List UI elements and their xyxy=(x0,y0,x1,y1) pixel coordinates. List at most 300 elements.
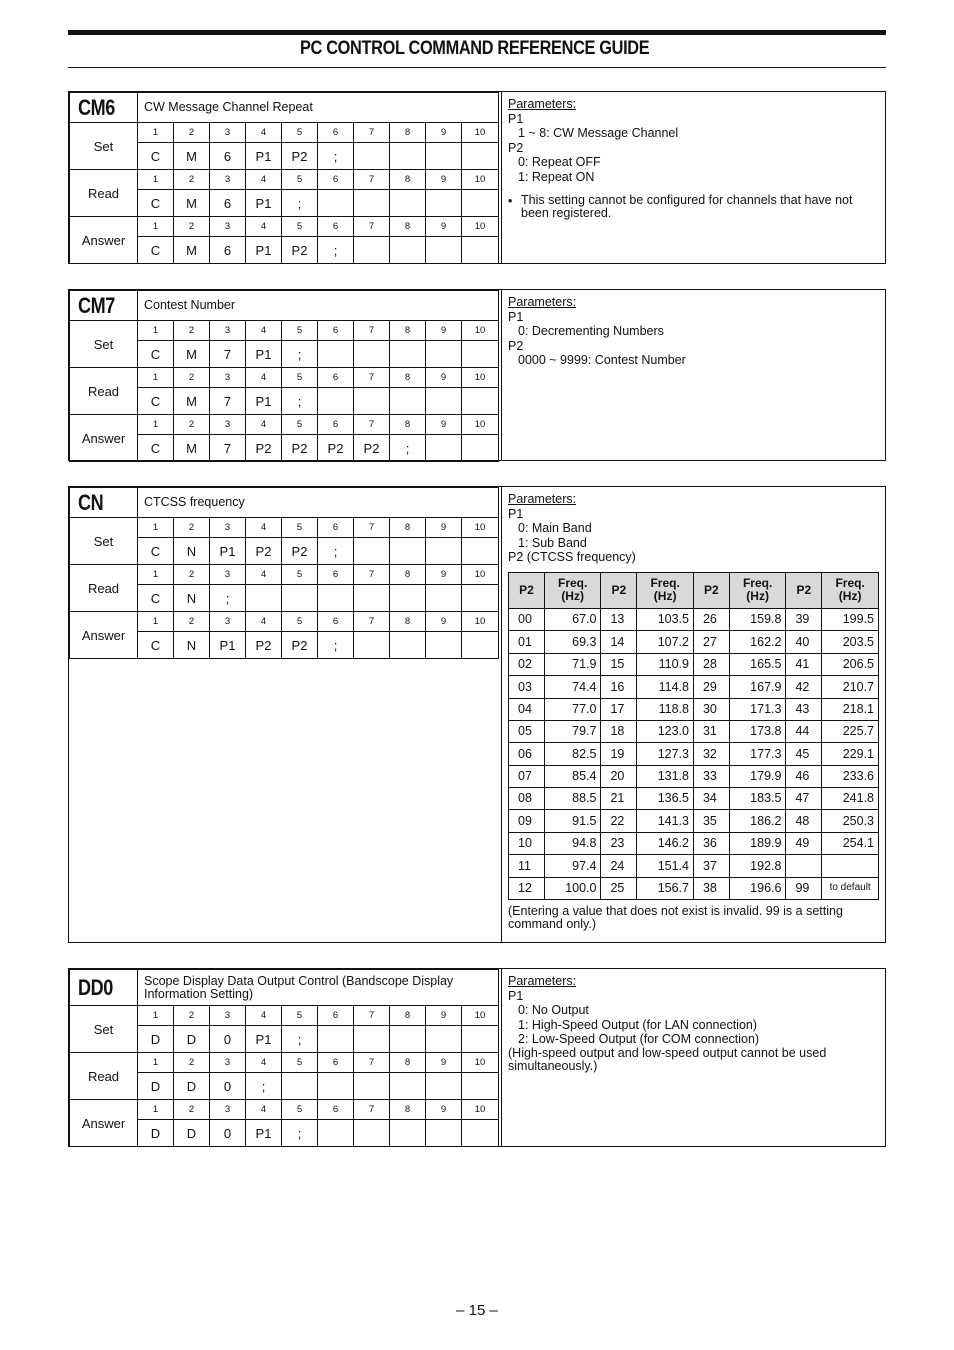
frequency-cell: 173.8 xyxy=(729,720,786,742)
frequency-cell: 110.9 xyxy=(637,653,694,675)
frequency-cell: 165.5 xyxy=(729,653,786,675)
frequency-cell: 82.5 xyxy=(544,743,601,765)
frequency-cell: 94.8 xyxy=(544,832,601,854)
table-row xyxy=(509,855,879,877)
frequency-cell: 85.4 xyxy=(544,765,601,787)
p2-code-cell: 45 xyxy=(786,743,822,765)
command-char-cell xyxy=(318,341,354,368)
index-cell: 10 xyxy=(462,217,499,237)
frequency-cell: 186.2 xyxy=(729,810,786,832)
index-cell: 8 xyxy=(390,1006,426,1026)
index-cell: 7 xyxy=(354,1100,390,1120)
command-char-cell: P2 xyxy=(282,538,318,565)
param-line: 0: Main Band xyxy=(518,521,592,536)
p2-code-cell: 23 xyxy=(601,832,637,854)
index-cell: 8 xyxy=(390,170,426,190)
command-char-cell: 7 xyxy=(210,341,246,368)
index-cell: 3 xyxy=(210,217,246,237)
command-char-cell: M xyxy=(174,435,210,462)
index-cell: 6 xyxy=(318,612,354,632)
index-cell: 4 xyxy=(246,123,282,143)
row-label-read: Read xyxy=(70,368,138,415)
command-char-cell: P2 xyxy=(282,237,318,264)
p2-code-cell: 32 xyxy=(693,743,729,765)
command-char-cell xyxy=(462,435,499,462)
index-cell: 5 xyxy=(282,170,318,190)
command-char-cell xyxy=(426,143,462,170)
index-cell: 3 xyxy=(210,565,246,585)
command-char-cell xyxy=(318,585,354,612)
parameters-panel xyxy=(501,487,885,942)
table-row xyxy=(509,608,879,630)
command-char-cell: M xyxy=(174,237,210,264)
p2-code-cell: 20 xyxy=(601,765,637,787)
index-cell: 3 xyxy=(210,1006,246,1026)
frequency-cell: 203.5 xyxy=(822,631,879,653)
index-cell: 10 xyxy=(462,1100,499,1120)
command-char-cell: C xyxy=(138,632,174,659)
command-char-cell xyxy=(318,1073,354,1100)
index-cell: 3 xyxy=(210,368,246,388)
p2-code-cell: 37 xyxy=(693,855,729,877)
command-char-cell xyxy=(426,435,462,462)
header-top-bar xyxy=(68,30,886,35)
p2-code-cell: 16 xyxy=(601,676,637,698)
command-char-cell: P2 xyxy=(282,435,318,462)
parameters-panel xyxy=(501,92,885,263)
freq-header-p2: P2 xyxy=(601,572,637,608)
freq-header-p2: P2 xyxy=(693,572,729,608)
index-cell: 8 xyxy=(390,321,426,341)
index-cell: 10 xyxy=(462,1006,499,1026)
index-cell: 2 xyxy=(174,123,210,143)
index-cell: 9 xyxy=(426,321,462,341)
command-table xyxy=(69,487,499,659)
command-description: Contest Number xyxy=(138,291,499,321)
freq-header-freq: Freq. (Hz) xyxy=(822,572,879,608)
index-cell: 1 xyxy=(138,415,174,435)
p2-code-cell: 42 xyxy=(786,676,822,698)
index-cell: 5 xyxy=(282,123,318,143)
command-char-cell xyxy=(426,388,462,415)
p2-code-cell: 25 xyxy=(601,877,637,899)
command-char-cell: 6 xyxy=(210,190,246,217)
index-cell: 1 xyxy=(138,1100,174,1120)
parameters-heading: Parameters: xyxy=(508,295,577,309)
command-char-cell xyxy=(390,143,426,170)
index-cell: 5 xyxy=(282,1053,318,1073)
command-char-cell: 6 xyxy=(210,237,246,264)
index-cell: 3 xyxy=(210,415,246,435)
index-cell: 8 xyxy=(390,565,426,585)
command-char-cell: 0 xyxy=(210,1120,246,1147)
p2-code-cell: 35 xyxy=(693,810,729,832)
command-char-cell xyxy=(426,341,462,368)
p2-code-cell: 31 xyxy=(693,720,729,742)
param-line: P2 xyxy=(508,338,524,353)
index-cell: 3 xyxy=(210,123,246,143)
param-line: 1 ~ 8: CW Message Channel xyxy=(518,126,679,141)
command-char-cell xyxy=(390,1026,426,1053)
index-cell: 10 xyxy=(462,612,499,632)
frequency-cell: 218.1 xyxy=(822,698,879,720)
table-row xyxy=(509,743,879,765)
command-char-cell: D xyxy=(174,1026,210,1053)
param-line: P2 xyxy=(508,140,524,155)
index-cell: 9 xyxy=(426,368,462,388)
index-cell: 8 xyxy=(390,518,426,538)
p2-code-cell: 13 xyxy=(601,608,637,630)
command-char-cell: N xyxy=(174,585,210,612)
index-cell: 7 xyxy=(354,415,390,435)
frequency-cell: 183.5 xyxy=(729,788,786,810)
command-char-cell: ; xyxy=(318,538,354,565)
command-char-cell xyxy=(426,1073,462,1100)
index-cell: 3 xyxy=(210,1100,246,1120)
command-char-cell xyxy=(318,1026,354,1053)
command-char-cell: P1 xyxy=(246,237,282,264)
frequency-cell: 67.0 xyxy=(544,608,601,630)
frequency-cell: 118.8 xyxy=(637,698,694,720)
index-cell: 7 xyxy=(354,321,390,341)
command-char-cell: C xyxy=(138,143,174,170)
index-cell: 2 xyxy=(174,170,210,190)
parameters-panel xyxy=(501,290,885,460)
param-line: P1 xyxy=(508,111,524,126)
command-char-cell: C xyxy=(138,585,174,612)
p2-code-cell: 11 xyxy=(509,855,545,877)
table-row xyxy=(509,676,879,698)
table-row xyxy=(509,720,879,742)
index-cell: 5 xyxy=(282,217,318,237)
index-cell: 10 xyxy=(462,123,499,143)
command-char-cell: D xyxy=(174,1120,210,1147)
command-description: Scope Display Data Output Control (Bandscope Display Information Setting) xyxy=(138,970,499,1006)
command-char-cell: P2 xyxy=(246,632,282,659)
command-description: CW Message Channel Repeat xyxy=(138,93,499,123)
frequency-cell: 210.7 xyxy=(822,676,879,698)
index-cell: 4 xyxy=(246,1053,282,1073)
index-cell: 5 xyxy=(282,1006,318,1026)
index-cell: 1 xyxy=(138,217,174,237)
index-cell: 8 xyxy=(390,415,426,435)
command-char-cell: D xyxy=(138,1120,174,1147)
command-char-cell xyxy=(462,143,499,170)
command-char-cell xyxy=(462,585,499,612)
p2-code-cell: 27 xyxy=(693,631,729,653)
row-label-read: Read xyxy=(70,170,138,217)
command-char-cell xyxy=(390,585,426,612)
p2-code-cell: 01 xyxy=(509,631,545,653)
index-cell: 8 xyxy=(390,368,426,388)
p2-code-cell: 19 xyxy=(601,743,637,765)
command-char-cell xyxy=(462,538,499,565)
command-char-cell xyxy=(426,237,462,264)
index-cell: 1 xyxy=(138,518,174,538)
command-char-cell xyxy=(390,341,426,368)
index-cell: 9 xyxy=(426,1006,462,1026)
index-cell: 6 xyxy=(318,1006,354,1026)
table-row xyxy=(509,788,879,810)
p2-code-cell: 18 xyxy=(601,720,637,742)
command-table xyxy=(69,290,499,462)
index-cell: 6 xyxy=(318,170,354,190)
index-cell: 8 xyxy=(390,123,426,143)
param-line: 0: Repeat OFF xyxy=(518,155,601,170)
command-char-cell: P2 xyxy=(282,632,318,659)
p2-code-cell: 43 xyxy=(786,698,822,720)
frequency-cell: 199.5 xyxy=(822,608,879,630)
freq-header-freq: Freq. (Hz) xyxy=(544,572,601,608)
command-char-cell: P2 xyxy=(246,538,282,565)
row-label-set: Set xyxy=(70,123,138,170)
table-row xyxy=(509,810,879,832)
param-line: P2 (CTCSS frequency) xyxy=(508,550,636,565)
index-cell: 6 xyxy=(318,368,354,388)
command-code: CM6 xyxy=(70,93,138,123)
table-row xyxy=(509,877,879,899)
frequency-cell: 97.4 xyxy=(544,855,601,877)
index-cell: 10 xyxy=(462,170,499,190)
p2-code-cell: 06 xyxy=(509,743,545,765)
p2-code-cell: 41 xyxy=(786,653,822,675)
command-char-cell xyxy=(390,632,426,659)
command-code: CN xyxy=(70,488,138,518)
command-char-cell: 7 xyxy=(210,435,246,462)
p2-code-cell: 30 xyxy=(693,698,729,720)
param-line: 0000 ~ 9999: Contest Number xyxy=(518,353,686,368)
command-char-cell: 7 xyxy=(210,388,246,415)
index-cell: 10 xyxy=(462,565,499,585)
index-cell: 2 xyxy=(174,321,210,341)
command-char-cell xyxy=(462,388,499,415)
index-cell: 4 xyxy=(246,368,282,388)
index-cell: 1 xyxy=(138,368,174,388)
command-char-cell: N xyxy=(174,632,210,659)
p2-code-cell: 22 xyxy=(601,810,637,832)
command-char-cell xyxy=(390,237,426,264)
index-cell: 2 xyxy=(174,612,210,632)
command-char-cell xyxy=(354,237,390,264)
ctcss-frequency-table xyxy=(508,572,879,900)
command-char-cell xyxy=(354,1073,390,1100)
param-line: 2: Low-Speed Output (for COM connection) xyxy=(518,1032,760,1047)
command-description: CTCSS frequency xyxy=(138,488,499,518)
row-label-answer: Answer xyxy=(70,1100,138,1147)
param-line: 0: Decrementing Numbers xyxy=(518,324,664,339)
p2-code-cell: 03 xyxy=(509,676,545,698)
command-char-cell: ; xyxy=(282,1120,318,1147)
command-char-cell: D xyxy=(138,1073,174,1100)
command-char-cell: 0 xyxy=(210,1026,246,1053)
p2-code-cell: 46 xyxy=(786,765,822,787)
command-block-cn xyxy=(68,486,886,943)
param-line: P1 xyxy=(508,309,524,324)
frequency-cell: 225.7 xyxy=(822,720,879,742)
command-code: CM7 xyxy=(70,291,138,321)
p2-code-cell: 29 xyxy=(693,676,729,698)
frequency-cell: 229.1 xyxy=(822,743,879,765)
index-cell: 2 xyxy=(174,415,210,435)
p2-code-cell: 02 xyxy=(509,653,545,675)
command-char-cell xyxy=(354,585,390,612)
frequency-cell: 136.5 xyxy=(637,788,694,810)
row-label-set: Set xyxy=(70,321,138,368)
page-title: PC CONTROL COMMAND REFERENCE GUIDE xyxy=(300,38,650,59)
index-cell: 1 xyxy=(138,170,174,190)
frequency-cell: 196.6 xyxy=(729,877,786,899)
command-char-cell: M xyxy=(174,388,210,415)
index-cell: 3 xyxy=(210,170,246,190)
command-char-cell xyxy=(246,585,282,612)
command-char-cell xyxy=(354,538,390,565)
index-cell: 7 xyxy=(354,217,390,237)
command-char-cell xyxy=(426,585,462,612)
table-row xyxy=(509,832,879,854)
index-cell: 5 xyxy=(282,415,318,435)
freq-header-freq: Freq. (Hz) xyxy=(637,572,694,608)
index-cell: 7 xyxy=(354,123,390,143)
index-cell: 6 xyxy=(318,415,354,435)
table-row xyxy=(509,631,879,653)
index-cell: 1 xyxy=(138,612,174,632)
command-char-cell xyxy=(462,237,499,264)
command-char-cell xyxy=(354,341,390,368)
p2-code-cell: 47 xyxy=(786,788,822,810)
p2-code-cell: 00 xyxy=(509,608,545,630)
header-rule xyxy=(68,67,886,68)
frequency-cell: 189.9 xyxy=(729,832,786,854)
index-cell: 2 xyxy=(174,1100,210,1120)
index-cell: 10 xyxy=(462,518,499,538)
p2-code-cell: 33 xyxy=(693,765,729,787)
row-label-answer: Answer xyxy=(70,217,138,264)
command-char-cell: 6 xyxy=(210,143,246,170)
index-cell: 5 xyxy=(282,565,318,585)
command-char-cell: P1 xyxy=(246,1026,282,1053)
command-char-cell xyxy=(426,1026,462,1053)
frequency-cell: 107.2 xyxy=(637,631,694,653)
index-cell: 7 xyxy=(354,518,390,538)
p2-code-cell: 44 xyxy=(786,720,822,742)
index-cell: 7 xyxy=(354,565,390,585)
p2-code-cell: 39 xyxy=(786,608,822,630)
frequency-cell: 159.8 xyxy=(729,608,786,630)
command-char-cell xyxy=(282,1073,318,1100)
command-char-cell xyxy=(462,1120,499,1147)
p2-code-cell: 17 xyxy=(601,698,637,720)
frequency-cell: 114.8 xyxy=(637,676,694,698)
index-cell: 7 xyxy=(354,1053,390,1073)
index-cell: 6 xyxy=(318,565,354,585)
index-cell: 8 xyxy=(390,217,426,237)
command-char-cell: D xyxy=(174,1073,210,1100)
note-text: (Entering a value that does not exist is invalid. 99 is a setting command only.) xyxy=(508,904,843,932)
index-cell: 10 xyxy=(462,1053,499,1073)
index-cell: 3 xyxy=(210,518,246,538)
frequency-cell: 79.7 xyxy=(544,720,601,742)
command-char-cell: N xyxy=(174,538,210,565)
command-char-cell xyxy=(282,585,318,612)
table-row xyxy=(509,765,879,787)
command-char-cell: 0 xyxy=(210,1073,246,1100)
frequency-cell: 146.2 xyxy=(637,832,694,854)
index-cell: 8 xyxy=(390,1053,426,1073)
index-cell: 8 xyxy=(390,612,426,632)
row-label-answer: Answer xyxy=(70,612,138,659)
freq-header-p2: P2 xyxy=(786,572,822,608)
command-char-cell: ; xyxy=(282,190,318,217)
command-char-cell xyxy=(462,1073,499,1100)
frequency-cell: 141.3 xyxy=(637,810,694,832)
index-cell: 6 xyxy=(318,123,354,143)
index-cell: 7 xyxy=(354,170,390,190)
index-cell: 9 xyxy=(426,170,462,190)
index-cell: 4 xyxy=(246,321,282,341)
frequency-cell: 179.9 xyxy=(729,765,786,787)
p2-code-cell: 28 xyxy=(693,653,729,675)
command-char-cell xyxy=(426,632,462,659)
p2-code-cell: 10 xyxy=(509,832,545,854)
command-table xyxy=(69,969,499,1147)
command-char-cell: ; xyxy=(246,1073,282,1100)
command-char-cell xyxy=(354,190,390,217)
row-label-set: Set xyxy=(70,518,138,565)
command-char-cell: P1 xyxy=(246,341,282,368)
command-char-cell: M xyxy=(174,143,210,170)
index-cell: 9 xyxy=(426,612,462,632)
freq-header-p2: P2 xyxy=(509,572,545,608)
command-table xyxy=(69,92,499,264)
frequency-cell: 123.0 xyxy=(637,720,694,742)
command-char-cell xyxy=(390,538,426,565)
index-cell: 6 xyxy=(318,321,354,341)
row-label-read: Read xyxy=(70,1053,138,1100)
frequency-cell: 127.3 xyxy=(637,743,694,765)
frequency-cell: 103.5 xyxy=(637,608,694,630)
frequency-cell: 162.2 xyxy=(729,631,786,653)
frequency-cell: 177.3 xyxy=(729,743,786,765)
command-char-cell xyxy=(462,1026,499,1053)
parameters-heading: Parameters: xyxy=(508,97,577,111)
command-char-cell: C xyxy=(138,388,174,415)
index-cell: 3 xyxy=(210,321,246,341)
table-row xyxy=(509,698,879,720)
index-cell: 4 xyxy=(246,565,282,585)
frequency-cell: 156.7 xyxy=(637,877,694,899)
command-char-cell xyxy=(462,190,499,217)
p2-code-cell: 12 xyxy=(509,877,545,899)
frequency-cell: 88.5 xyxy=(544,788,601,810)
p2-code-cell: 08 xyxy=(509,788,545,810)
index-cell: 1 xyxy=(138,321,174,341)
param-line: 1: High-Speed Output (for LAN connection) xyxy=(518,1017,758,1032)
command-char-cell: ; xyxy=(282,341,318,368)
frequency-cell: 74.4 xyxy=(544,676,601,698)
index-cell: 7 xyxy=(354,1006,390,1026)
command-block-cm6 xyxy=(68,91,886,264)
parameters-heading: Parameters: xyxy=(508,974,577,988)
index-cell: 1 xyxy=(138,1053,174,1073)
command-char-cell xyxy=(462,632,499,659)
freq-header-freq: Freq. (Hz) xyxy=(729,572,786,608)
index-cell: 9 xyxy=(426,123,462,143)
command-char-cell xyxy=(390,1073,426,1100)
command-char-cell xyxy=(318,1120,354,1147)
index-cell: 9 xyxy=(426,565,462,585)
p2-code-cell: 38 xyxy=(693,877,729,899)
index-cell: 10 xyxy=(462,321,499,341)
